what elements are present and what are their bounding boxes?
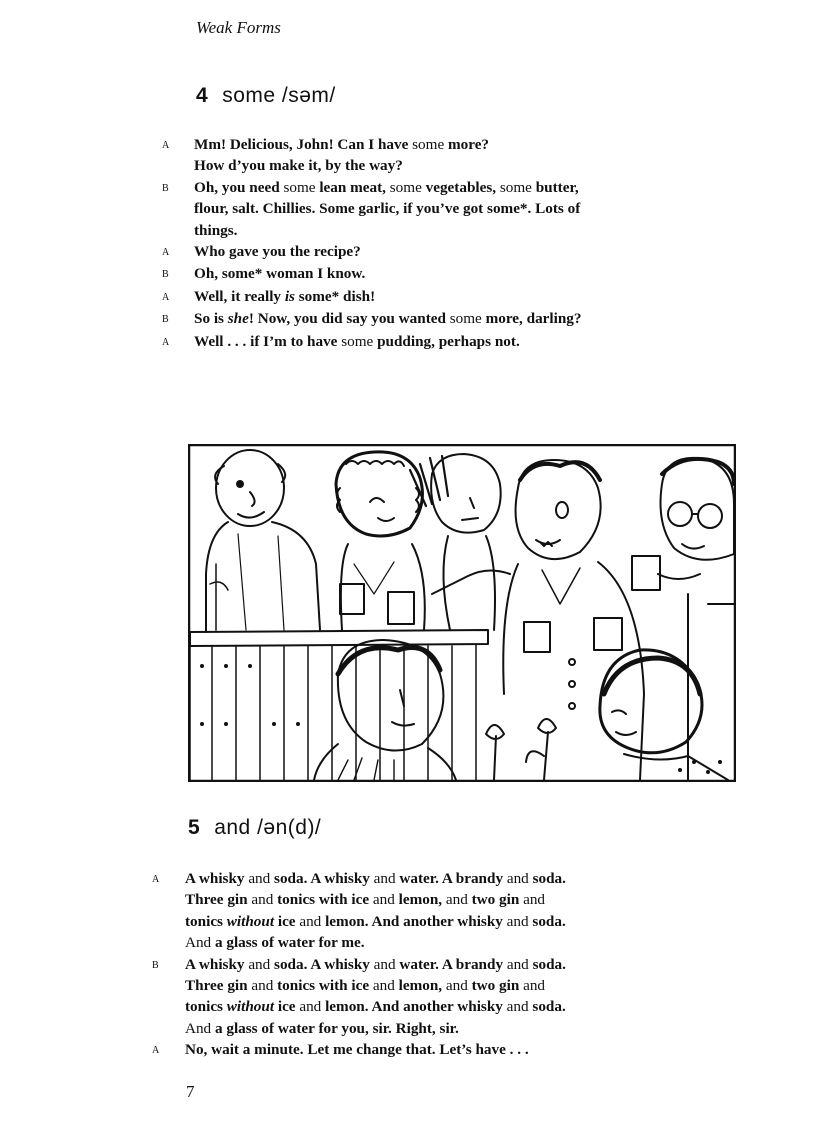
speaker-label: A: [162, 140, 170, 151]
line-text: A whisky and soda. A whisky and water. A brandy and soda. Three gin and tonics with ice and lemon, and two gin and tonics without ice and lemon. And another whisky and soda. And a glass of water for me.: [185, 870, 566, 952]
section-word: some: [222, 84, 276, 107]
line-text: So is she! Now, you did say you wanted some more, darling?: [194, 310, 582, 328]
speaker-label: B: [162, 314, 170, 326]
section-word: and: [214, 816, 251, 839]
speaker-label: A: [162, 247, 170, 259]
page-number: 7: [186, 1082, 195, 1101]
running-head: Weak Forms: [196, 18, 281, 37]
dialogue-line: [162, 177, 682, 241]
speaker-label: A: [162, 336, 170, 348]
dialogue-line: [152, 954, 712, 1040]
line-text: Oh, you need some lean meat, some vegetables, some butter, flour, salt. Chillies. Some garlic, if you’ve got some*. Lots of things.: [194, 178, 581, 239]
dialogue-line: [162, 134, 682, 177]
dialogue-some: [162, 134, 682, 353]
line-text: Who gave you the recipe?: [194, 243, 361, 261]
dialogue-line: [162, 286, 682, 308]
phonetic: /səm/: [281, 84, 336, 107]
section-4-title: [196, 84, 336, 108]
line-text: Well . . . if I’m to have some pudding, perhaps not.: [194, 332, 520, 350]
section-5-title: [188, 816, 321, 840]
speaker-label: B: [152, 959, 160, 971]
dialogue-line: [152, 1039, 712, 1061]
dialogue-line: [162, 263, 682, 285]
speaker-label: A: [152, 1045, 160, 1057]
line-text: A whisky and soda. A whisky and water. A brandy and soda. Three gin and tonics with ice and lemon, and two gin and tonics without ice and lemon. And another whisky and soda. And a glass of water for you, sir. Right, sir.: [185, 955, 566, 1037]
dialogue-line: [152, 868, 712, 954]
dialogue-and: [152, 868, 712, 1062]
bar-scene-illustration: [188, 444, 736, 782]
section-number: 5: [188, 816, 201, 839]
speaker-label: B: [162, 269, 170, 281]
speaker-label: B: [162, 182, 170, 194]
line-text: No, wait a minute. Let me change that. Let’s have . . .: [185, 1041, 529, 1059]
line-text: Well, it really is some* dish!: [194, 287, 376, 305]
speaker-label: A: [162, 291, 170, 303]
phonetic: /ən(d)/: [257, 816, 322, 839]
section-number: 4: [196, 84, 209, 107]
speaker-label: A: [152, 874, 160, 885]
dialogue-line: [162, 241, 682, 263]
line-text: Oh, some* woman I know.: [194, 265, 366, 283]
dialogue-line: [162, 308, 682, 330]
dialogue-line: [162, 331, 682, 353]
line-text: Mm! Delicious, John! Can I have some more? How d’you make it, by the way?: [194, 136, 490, 175]
